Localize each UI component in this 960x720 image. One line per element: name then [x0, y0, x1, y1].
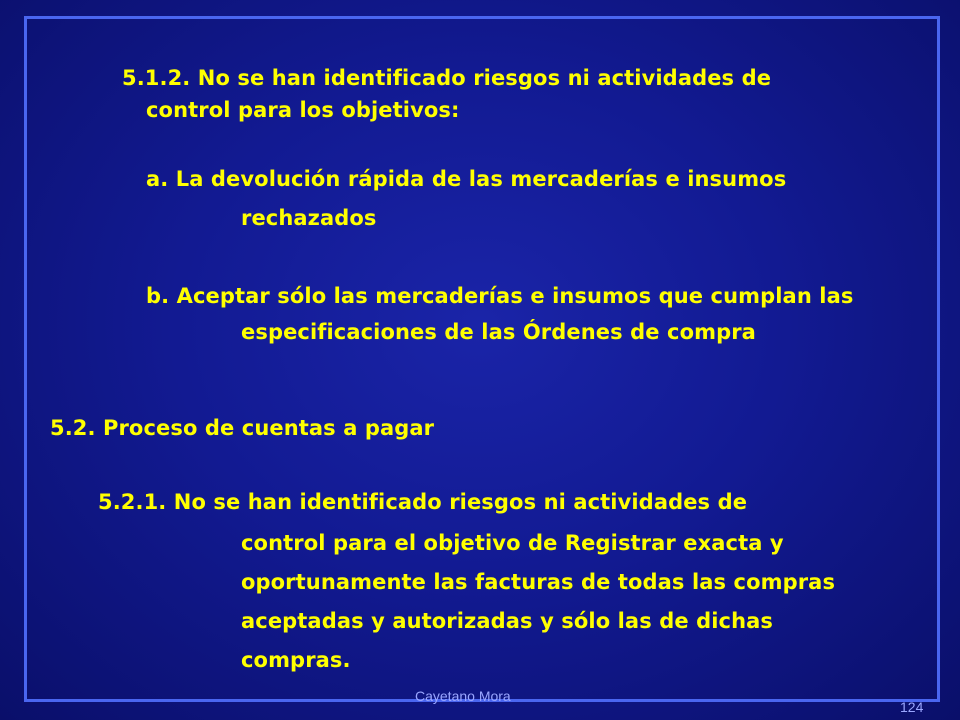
section-521-line-4: aceptadas y autorizadas y sólo las de dichas — [241, 609, 773, 633]
item-a-line-1: a. La devolución rápida de las mercaderías e insumos — [146, 167, 787, 191]
section-512-line-2: control para los objetivos: — [146, 98, 460, 122]
footer-author: Cayetano Mora — [415, 688, 511, 704]
section-521-line-2: control para el objetivo de Registrar exacta y — [241, 531, 784, 555]
section-52-heading: 5.2. Proceso de cuentas a pagar — [50, 416, 435, 440]
item-b-line-2: especificaciones de las Órdenes de compra — [241, 320, 756, 344]
item-a-line-2: rechazados — [241, 206, 377, 230]
section-521-line-3: oportunamente las facturas de todas las compras — [241, 570, 836, 594]
section-521-line-1: 5.2.1. No se han identificado riesgos ni actividades de — [98, 490, 748, 514]
section-512-line-1: 5.1.2. No se han identificado riesgos ni actividades de — [122, 66, 772, 90]
item-b-line-1: b. Aceptar sólo las mercaderías e insumos que cumplan las — [146, 284, 854, 308]
page-number: 124 — [900, 699, 924, 715]
section-521-line-5: compras. — [241, 648, 351, 672]
